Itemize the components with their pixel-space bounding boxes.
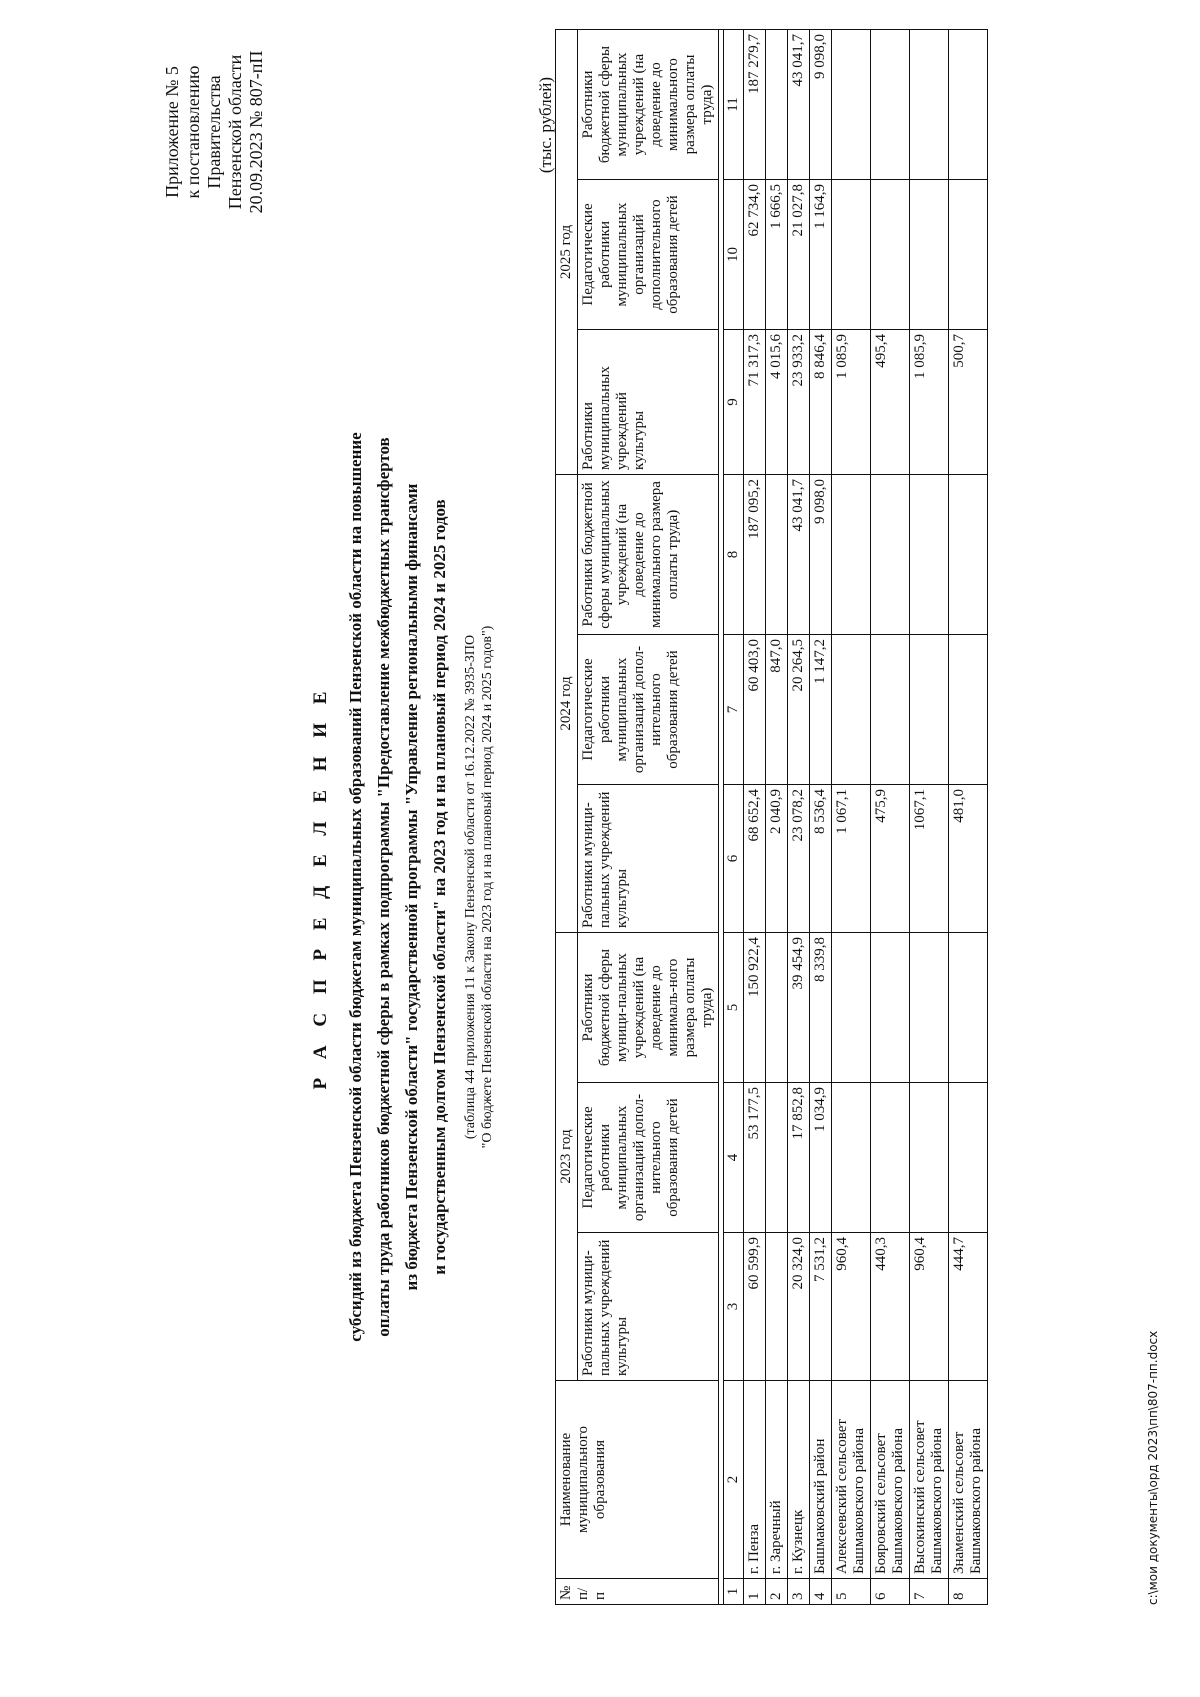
value-cell: 1 164,9 [810,180,832,330]
source-note [462,297,496,1477]
title-line: оплаты труда работников бюджетной сферы в рамках подпрограммы "Предоставление межбюджетных трансфертов [374,437,393,1337]
column-number: 6 [724,785,744,933]
value-cell: 495,4 [871,330,910,475]
value-cell [871,933,910,1083]
value-cell: 2 040,9 [766,785,788,933]
row-number: 7 [910,1579,949,1605]
column-number: 7 [724,635,744,785]
value-cell [832,180,871,330]
column-number: 1 [724,1579,744,1605]
municipality-name: Знаменский сельсовет Башмаковского района [949,1381,988,1579]
header-col: Педагогические работники муниципальных организаций дополнительного образования детей [578,180,719,330]
header-year-2023: 2023 год [556,933,578,1381]
value-cell: 60 599,9 [744,1233,766,1381]
header-num: № п/п [556,1579,719,1605]
value-cell: 1 085,9 [910,330,949,475]
value-cell: 20 264,5 [788,635,810,785]
value-cell [766,1083,788,1233]
value-cell [832,933,871,1083]
municipality-name: Бояровский сельсовет Башмаковского района [871,1381,910,1579]
value-cell: 187 279,7 [744,30,766,180]
value-cell: 500,7 [949,330,988,475]
header-name: Наименование муниципального образования [556,1381,719,1579]
value-cell: 8 339,8 [810,933,832,1083]
municipality-name: г. Кузнецк [788,1381,810,1579]
value-cell [766,933,788,1083]
value-cell: 440,3 [871,1233,910,1381]
table-row [766,30,788,1605]
value-cell: 60 403,0 [744,635,766,785]
column-number: 11 [724,30,744,180]
value-cell [949,30,988,180]
value-cell: 475,9 [871,785,910,933]
municipality-name: г. Заречный [766,1381,788,1579]
title-line: субсидий из бюджета Пензенской области бюджетам муниципальных образований Пензенской области на повышение [346,432,365,1342]
value-cell: 1 085,9 [832,330,871,475]
header-col: Педагогические работники муниципальных организаций допол-нительного образования детей [578,1083,719,1233]
value-cell [766,475,788,635]
header-col: Работники бюджетной сферы муниципальных учреждений (на доведение до минимального размера оплаты труда) [578,475,719,635]
table-row [810,30,832,1605]
value-cell: 39 454,9 [788,933,810,1083]
value-cell [910,933,949,1083]
value-cell [949,1083,988,1233]
value-cell [871,475,910,635]
title-line: и государственным долгом Пензенской области" на 2023 год и на плановый период 2024 и 2025 годов [430,499,449,1275]
value-cell: 71 317,3 [744,330,766,475]
header-col: Работники бюджетной сферы муниципальных учреждений (на доведение до минимального размера оплаты труда) [578,30,719,180]
value-cell [871,635,910,785]
municipality-name: Алексеевский сельсовет Башмаковского района [832,1381,871,1579]
value-cell: 150 922,4 [744,933,766,1083]
value-cell [832,475,871,635]
value-cell: 8 846,4 [810,330,832,475]
column-number: 9 [724,330,744,475]
value-cell: 1 147,2 [810,635,832,785]
value-cell: 23 933,2 [788,330,810,475]
municipality-name: г. Пенза [744,1381,766,1579]
value-cell [949,933,988,1083]
row-number: 1 [744,1579,766,1605]
row-number: 3 [788,1579,810,1605]
value-cell [910,1083,949,1233]
value-cell: 43 041,7 [788,30,810,180]
distribution-table [555,29,988,1605]
title-line: из бюджета Пензенской области" государственной программы "Управление региональными финансами [402,483,421,1291]
table-row [832,30,871,1605]
value-cell: 17 852,8 [788,1083,810,1233]
value-cell [949,635,988,785]
row-number: 2 [766,1579,788,1605]
value-cell: 187 095,2 [744,475,766,635]
row-number: 8 [949,1579,988,1605]
value-cell: 53 177,5 [744,1083,766,1233]
source-line: "О бюджете Пензенской области на 2023 год и на плановый период 2024 и 2025 годов") [480,625,495,1149]
header-row-columns [578,30,719,1605]
value-cell: 481,0 [949,785,988,933]
value-cell [832,30,871,180]
row-number: 6 [871,1579,910,1605]
value-cell: 8 536,4 [810,785,832,933]
value-cell: 9 098,0 [810,30,832,180]
value-cell: 68 652,4 [744,785,766,933]
value-cell: 1067,1 [910,785,949,933]
municipality-name: Высокинский сельсовет Башмаковского района [910,1381,949,1579]
table-row [871,30,910,1605]
value-cell [910,635,949,785]
table-row [744,30,766,1605]
value-cell: 21 027,8 [788,180,810,330]
value-cell [766,1233,788,1381]
row-number: 4 [810,1579,832,1605]
value-cell: 23 078,2 [788,785,810,933]
value-cell: 20 324,0 [788,1233,810,1381]
header-col: Работники муниципальных учреждений культуры [578,330,719,475]
appendix-line: 20.09.2023 № 807-пП [246,50,266,214]
appendix-line: Приложение № 5 [162,66,182,198]
header-col: Работники муници-пальных учреждений культуры [578,1233,719,1381]
appendix-line: Пензенской области [225,54,245,210]
value-cell: 9 098,0 [810,475,832,635]
column-number: 10 [724,180,744,330]
value-cell [910,180,949,330]
value-cell: 960,4 [910,1233,949,1381]
appendix-note [162,17,267,247]
table-body [744,30,988,1605]
value-cell: 847,0 [766,635,788,785]
footer-file-path: c:\мои документы\орд 2023\пп\807-пп.docx [1146,1330,1160,1605]
value-cell [871,180,910,330]
value-cell [949,180,988,330]
value-cell: 62 734,0 [744,180,766,330]
column-number: 5 [724,933,744,1083]
table-row [910,30,949,1605]
header-col: Педагогические работники муниципальных организаций допол-нительного образования детей [578,635,719,785]
value-cell [832,635,871,785]
value-cell: 1 067,1 [832,785,871,933]
source-line: (таблица 44 приложения 11 к Закону Пензенской области от 16.12.2022 № 3935-ЗПО [463,634,478,1140]
value-cell: 960,4 [832,1233,871,1381]
value-cell: 43 041,7 [788,475,810,635]
column-number: 4 [724,1083,744,1233]
value-cell [871,30,910,180]
table-row [788,30,810,1605]
value-cell: 1 034,9 [810,1083,832,1233]
value-cell: 1 666,5 [766,180,788,330]
value-cell [949,475,988,635]
column-number-row [724,30,744,1605]
column-number: 8 [724,475,744,635]
value-cell: 7 531,2 [810,1233,832,1381]
municipality-name: Башмаковский район [810,1381,832,1579]
document-title [310,277,454,1497]
column-number: 3 [724,1233,744,1381]
header-year-2025: 2025 год [556,30,578,475]
title-heading: Р А С П Р Е Д Е Л Е Н И Е [310,684,331,1090]
units-label: (тыс. рублей) [536,77,555,174]
value-cell: 444,7 [949,1233,988,1381]
column-number: 2 [724,1381,744,1579]
table-row [949,30,988,1605]
value-cell [910,475,949,635]
value-cell [832,1083,871,1233]
header-col: Работники бюджетной сферы муници-пальных учреждений (на доведение до минималь-ного размера оплаты труда) [578,933,719,1083]
header-row-years [556,30,578,1605]
value-cell [910,30,949,180]
row-number: 5 [832,1579,871,1605]
appendix-line: к постановлению Правительства [183,65,224,199]
value-cell [871,1083,910,1233]
header-col: Работники муници-пальных учреждений культуры [578,785,719,933]
header-year-2024: 2024 год [556,475,578,933]
value-cell [766,30,788,180]
value-cell: 4 015,6 [766,330,788,475]
